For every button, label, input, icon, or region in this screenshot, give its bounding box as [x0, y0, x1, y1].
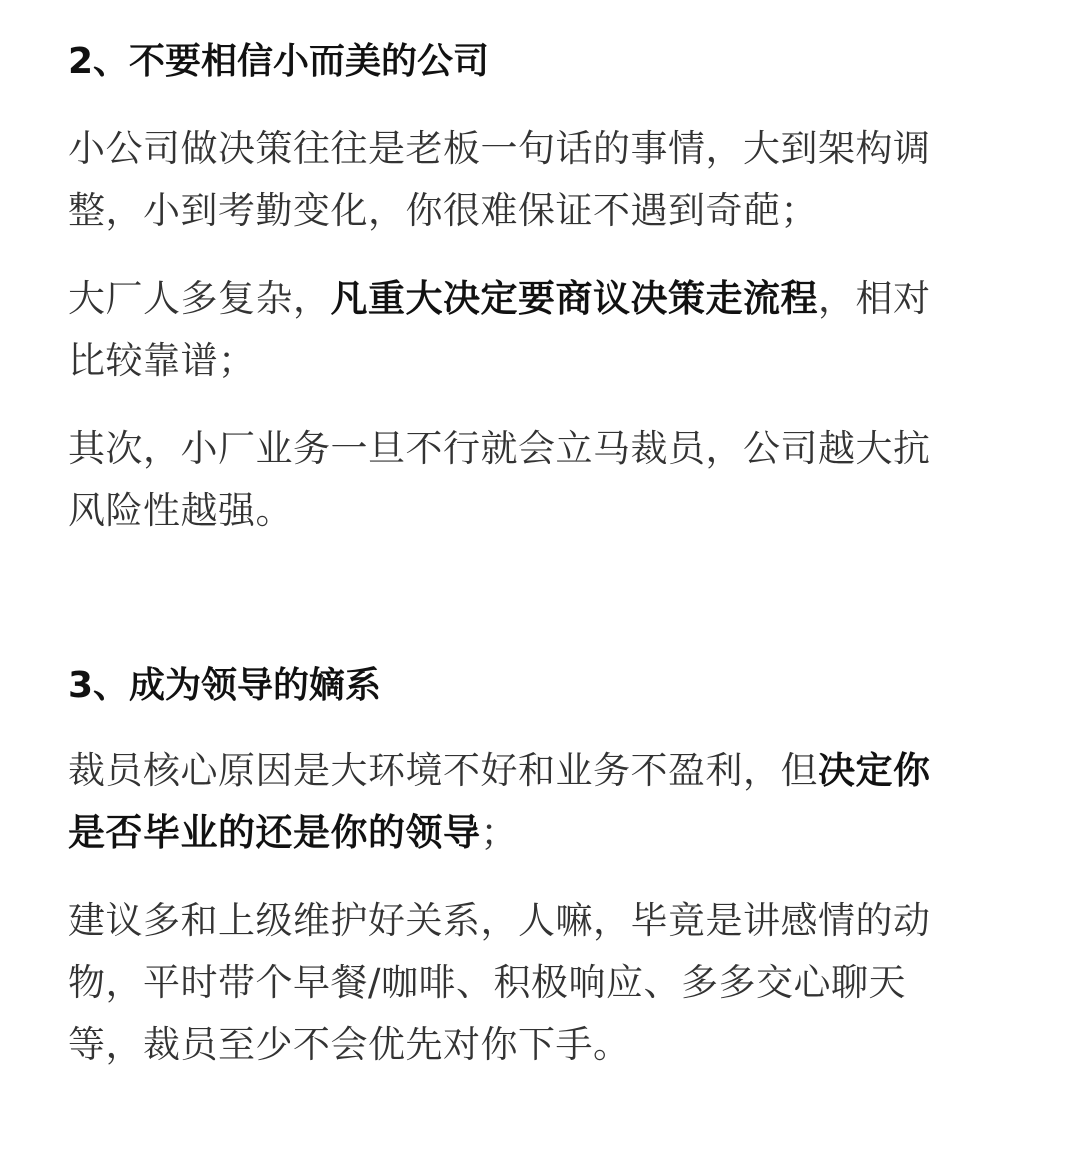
text-line: 风险性越强。: [68, 489, 293, 532]
paragraph-relationship-advice: [68, 890, 931, 1076]
section-heading-2: 2、不要相信小而美的公司: [68, 41, 490, 82]
section-heading-3: 3、成为领导的嫡系: [68, 665, 382, 706]
text-segment: ；: [480, 811, 518, 854]
bold-emphasis: 是否毕业的还是你的领导: [68, 811, 481, 854]
text-line: 物，平时带个早餐/咖啡、积极响应、多多交心聊天: [68, 961, 906, 1004]
text-segment: ，相对: [818, 277, 931, 320]
paragraph-layoff-risk: [68, 418, 931, 542]
text-line: 建议多和上级维护好关系，人嘛，毕竟是讲感情的动: [68, 899, 931, 942]
paragraph-big-company-process: [68, 268, 931, 392]
bold-emphasis: 凡重大决定要商议决策走流程: [330, 277, 818, 320]
text-line: 其次，小厂业务一旦不行就会立马裁员，公司越大抗: [68, 427, 931, 470]
text-line: 小公司做决策往往是老板一句话的事情，大到架构调: [68, 127, 931, 170]
paragraph-layoff-cause: [68, 740, 931, 864]
text-line: 整，小到考勤变化，你很难保证不遇到奇葩；: [68, 189, 818, 232]
text-line: [68, 802, 931, 864]
paragraph-small-company-decisions: [68, 118, 931, 242]
text-line: 等，裁员至少不会优先对你下手。: [68, 1023, 631, 1066]
text-line: [68, 740, 931, 802]
text-segment: 裁员核心原因是大环境不好和业务不盈利，但: [68, 749, 818, 792]
text-line: 比较靠谱；: [68, 339, 256, 382]
text-line: [68, 268, 931, 330]
text-segment: 大厂人多复杂，: [68, 277, 331, 320]
bold-emphasis: 决定你: [818, 749, 931, 792]
